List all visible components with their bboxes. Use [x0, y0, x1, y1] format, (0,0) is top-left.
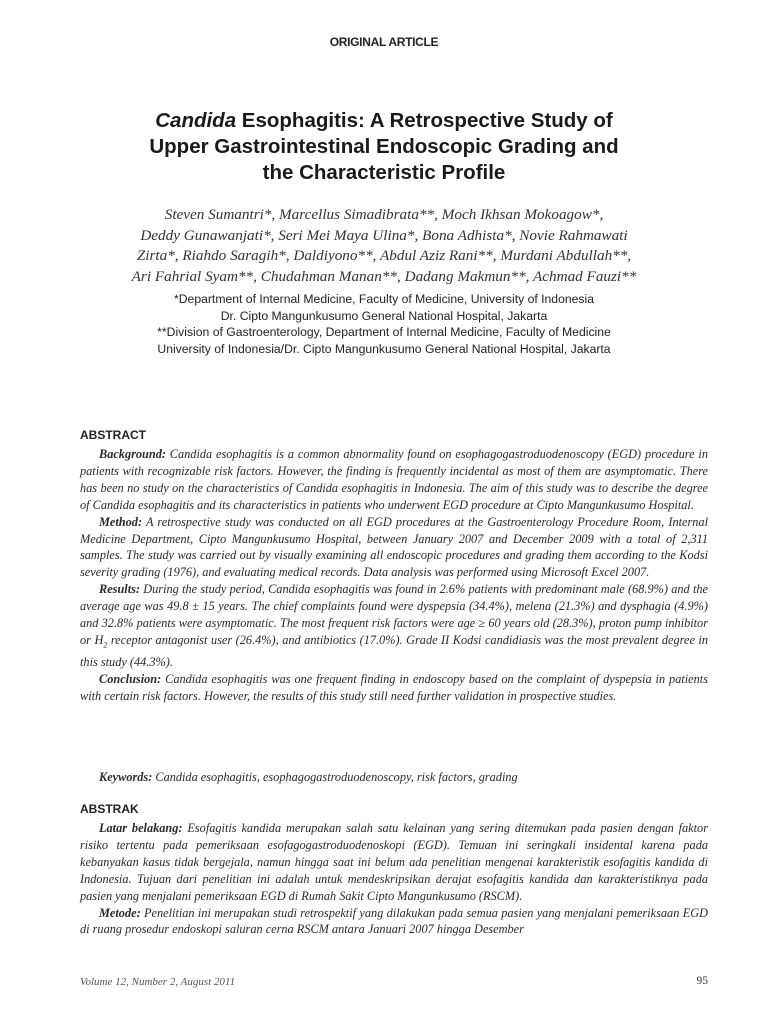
- abstract-conclusion: [80, 671, 708, 705]
- latar-text: Esofagitis kandida merupakan salah satu kelainan yang sering ditemukan pada pasien dengan faktor risiko tertentu pada pemeriksaan esofagogastroduodenoskopi (EGD). Temuan ini seringkali insidental karena pada kebanyakan kasus tidak bergejala, namun hingga saat ini belum ada penelitian mengenai karakteristik esofagitis kandida di Indonesia. Tujuan dari penelitian ini adalah untuk mendeskripsikan derajat esofagitis kandida dan karakteristiknya pada pasien yang menjalani pemeriksaan EGD di Rumah Sakit Cipto Mangunkusumo (RSCM).: [80, 821, 708, 903]
- abstract-body: [80, 446, 708, 705]
- results-text: During the study period, Candida esophagitis was found in 2.6% patients with predominant male (68.9%) and the average age was 49.8 ± 15 years. The chief complaints found were dyspepsia (34.4%), melena (21.3%) and dysphagia (4.9%) and 32.8% patients were asymptomatic. The most frequent risk factors were age ≥ 60 years old (28.3%), proton pump inhibitor or H: [80, 582, 708, 647]
- affiliation-line: Dr. Cipto Mangunkusumo General National Hospital, Jakarta: [220, 308, 548, 323]
- conclusion-label: Conclusion:: [99, 672, 162, 687]
- keywords-label: Keywords:: [99, 770, 153, 784]
- background-label: Background:: [99, 447, 166, 461]
- results-text-continued: receptor antagonist user (26.4%), and antibiotics (17.0%). Grade II Kodsi candidiasis was the most prevalent degree in this study (44.3%).: [80, 632, 708, 670]
- title-line-1: Esophagitis: A Retrospective Study of: [236, 109, 613, 132]
- article-title: [60, 108, 708, 186]
- results-label: Results:: [99, 582, 140, 597]
- metode-text: Penelitian ini merupakan studi retrospektif yang dilakukan pada semua pasien yang menjalani pemeriksaan EGD di ruang prosedur endoskopi saluran cerna RSCM antara Januari 2007 hingga Desember: [80, 905, 708, 937]
- author-line: Deddy Gunawanjati*, Seri Mei Maya Ulina*, Bona Adhista*, Novie Rahmawati: [140, 226, 628, 244]
- title-line-2: Upper Gastrointestinal Endoscopic Grading and: [149, 135, 619, 158]
- abstrak-heading: ABSTRAK: [80, 802, 139, 816]
- author-line: Steven Sumantri*, Marcellus Simadibrata**, Moch Ikhsan Mokoagow*,: [164, 206, 604, 223]
- abstract-method: [80, 514, 708, 582]
- conclusion-text: Candida esophagitis was one frequent finding in endoscopy based on the complaint of dyspepsia in patients with certain risk factors. However, the results of this study still need further validation in prospective studies.: [80, 672, 708, 704]
- article-type-label: ORIGINAL ARTICLE: [329, 35, 439, 49]
- keywords-text: Candida esophagitis, esophagogastroduodenoscopy, risk factors, grading: [152, 770, 518, 784]
- author-list: [60, 205, 708, 287]
- keywords: [99, 769, 708, 786]
- journal-volume: Volume 12, Number 2, August 2011: [80, 976, 236, 988]
- affiliation-line: University of Indonesia/Dr. Cipto Mangunkusumo General National Hospital, Jakarta: [157, 341, 611, 356]
- title-line-3: the Characteristic Profile: [262, 161, 506, 184]
- affiliations: [60, 291, 708, 357]
- author-line: Zirta*, Riahdo Saragih*, Daldiyono**, Abdul Aziz Rani**, Murdani Abdullah**,: [136, 247, 632, 264]
- method-label: Method:: [99, 514, 143, 529]
- page-number: 95: [696, 975, 708, 987]
- results-subscript: 2: [103, 640, 108, 650]
- affiliation-line: **Division of Gastroenterology, Department of Internal Medicine, Faculty of Medicine: [157, 325, 611, 339]
- metode-label: Metode:: [99, 905, 141, 920]
- affiliation-line: *Department of Internal Medicine, Faculty of Medicine, University of Indonesia: [174, 292, 594, 306]
- background-text: Candida esophagitis is a common abnormality found on esophagogastroduodenoscopy (EGD) procedure in patients with recognizable risk factors. However, the finding is frequently incidental as most of them are asymptomatic. There has been no study on the characteristics of Candida esophagitis in Indonesia. The aim of this study was to describe the degree of Candida esophagitis and its characteristics in patients who underwent EGD procedure at Cipto Mangunkusumo Hospital.: [80, 447, 708, 512]
- abstrak-body: [80, 820, 708, 938]
- abstract-heading: ABSTRACT: [80, 428, 146, 442]
- method-text: A retrospective study was conducted on all EGD procedures at the Gastroenterology Procedure Room, Internal Medicine Department, Cipto Mangunkusumo Hospital, between January 2007 and December 2009 with a total of 2,311 samples. The study was carried out by visually examining all endoscopic procedures and grading them according to the Kodsi severity grading (1976), and evaluating medical records. Data analysis was performed using Microsoft Excel 2007.: [80, 514, 708, 580]
- author-line: Ari Fahrial Syam**, Chudahman Manan**, Dadang Makmun**, Achmad Fauzi**: [131, 267, 637, 285]
- latar-label: Latar belakang:: [99, 821, 183, 835]
- abstrak-latar-belakang: [80, 820, 708, 905]
- abstract-results: [80, 581, 708, 671]
- title-italic-word: Candida: [155, 109, 237, 132]
- abstrak-metode: [80, 905, 708, 939]
- abstract-background: [80, 446, 708, 514]
